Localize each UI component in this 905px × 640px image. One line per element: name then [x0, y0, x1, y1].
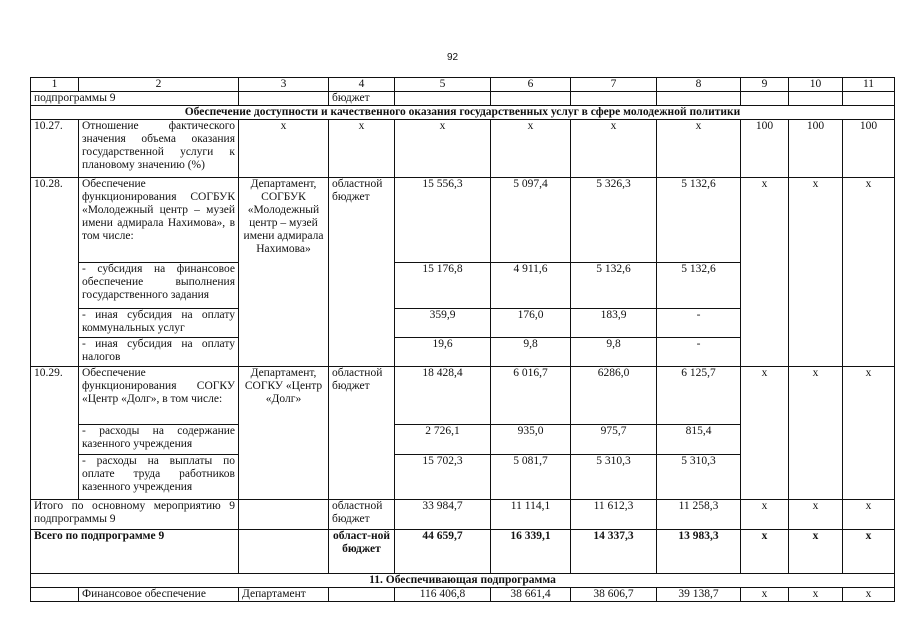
cell-source	[329, 588, 395, 602]
row-number: 10.27.	[31, 120, 79, 178]
cell-c8: -	[657, 338, 741, 367]
cell-c7: 14 337,3	[571, 530, 657, 574]
cell-executor: Департамент, СОГБУК «Молодежный центр – музей имени адмирала Нахимова»	[239, 178, 329, 367]
cell-c5: 2 726,1	[395, 425, 491, 455]
cell-c8: 5 132,6	[657, 263, 741, 309]
row-name: Финансовое обеспечение	[79, 588, 239, 602]
cell	[239, 530, 329, 574]
column-header: 4	[329, 78, 395, 92]
cell-c7: 5 310,3	[571, 455, 657, 500]
cell-executor: Департамент, СОГКУ «Центр «Долг»	[239, 367, 329, 500]
row-name: Итого по основному мероприятию 9 подпрограммы 9	[31, 500, 239, 530]
row-name: - иная субсидия на оплату налогов	[79, 338, 239, 367]
section-heading-row	[31, 106, 895, 120]
cell-c11: х	[843, 500, 895, 530]
cell-c6: 176,0	[491, 309, 571, 338]
cell-c5: 19,6	[395, 338, 491, 367]
column-header: 10	[789, 78, 843, 92]
cell	[657, 92, 741, 106]
cell-c5: 15 176,8	[395, 263, 491, 309]
cell-c8: 5 310,3	[657, 455, 741, 500]
cell	[789, 92, 843, 106]
cell-c8: 815,4	[657, 425, 741, 455]
cell-c6: 6 016,7	[491, 367, 571, 425]
table-row-10-29	[31, 367, 895, 425]
cell-c8: 6 125,7	[657, 367, 741, 425]
cell-c10: 100	[789, 120, 843, 178]
row-name: Обеспечение функционирования СОГКУ «Центр «Долг», в том числе:	[79, 367, 239, 425]
cell-c6: 5 081,7	[491, 455, 571, 500]
column-header: 9	[741, 78, 789, 92]
cell	[395, 92, 491, 106]
cell-c11: х	[843, 178, 895, 367]
section-title-support-subprogram: 11. Обеспечивающая подпрограмма	[31, 574, 895, 588]
total-main-activity-row	[31, 500, 895, 530]
column-header: 8	[657, 78, 741, 92]
cell-c10: х	[789, 500, 843, 530]
row-name: Обеспечение функционирования СОГБУК «Молодежный центр – музей имени адмирала Нахимова», в том числе:	[79, 178, 239, 263]
cell-c7: 5 326,3	[571, 178, 657, 263]
column-header: 7	[571, 78, 657, 92]
column-header: 1	[31, 78, 79, 92]
cell	[239, 92, 329, 106]
row-number: 10.28.	[31, 178, 79, 367]
cell-c5: 33 984,7	[395, 500, 491, 530]
cell-c5: 18 428,4	[395, 367, 491, 425]
section-title-youth-policy: Обеспечение доступности и качественного оказания государственных услуг в сфере молодежной политики	[31, 106, 895, 120]
cell-c5: 15 556,3	[395, 178, 491, 263]
cell-c6: 5 097,4	[491, 178, 571, 263]
cell-c11: 100	[843, 120, 895, 178]
cell-c6: 11 114,1	[491, 500, 571, 530]
cell-c8: -	[657, 309, 741, 338]
row-name: Отношение фактического значения объема оказания государственной услуги к плановому значению (%)	[79, 120, 239, 178]
cell	[491, 92, 571, 106]
cell-source: областной бюджет	[329, 367, 395, 500]
cell-c6: 16 339,1	[491, 530, 571, 574]
cell-label: подпрограммы 9	[31, 92, 239, 106]
cell-c10: х	[789, 588, 843, 602]
cell-c6: 9,8	[491, 338, 571, 367]
cell-c8: 39 138,7	[657, 588, 741, 602]
cell-c11: х	[843, 367, 895, 500]
cell-c5: 44 659,7	[395, 530, 491, 574]
column-header: 3	[239, 78, 329, 92]
row-name: Всего по подпрограмме 9	[31, 530, 239, 574]
cell-c9: 100	[741, 120, 789, 178]
cell-c6: 38 661,4	[491, 588, 571, 602]
cell-c8: 5 132,6	[657, 178, 741, 263]
row-name: - расходы на содержание казенного учреждения	[79, 425, 239, 455]
cell-c9: х	[741, 367, 789, 500]
cell-c9: х	[741, 530, 789, 574]
cell-c9: х	[741, 178, 789, 367]
cell-c9: х	[741, 500, 789, 530]
row-number: 10.29.	[31, 367, 79, 500]
table-row-financial-support	[31, 588, 895, 602]
continuation-row	[31, 92, 895, 106]
cell-c8: 13 983,3	[657, 530, 741, 574]
cell-c11: х	[843, 588, 895, 602]
cell-c8: 11 258,3	[657, 500, 741, 530]
cell-c3: х	[239, 120, 329, 178]
cell-c10: х	[789, 530, 843, 574]
cell-c11: х	[843, 530, 895, 574]
row-name: - иная субсидия на оплату коммунальных услуг	[79, 309, 239, 338]
row-name: - расходы на выплаты по оплате труда работников казенного учреждения	[79, 455, 239, 500]
page-number: 92	[446, 52, 459, 63]
column-number-row	[31, 78, 895, 92]
cell-c7: 975,7	[571, 425, 657, 455]
cell-c8: х	[657, 120, 741, 178]
cell-c7: 9,8	[571, 338, 657, 367]
cell	[843, 92, 895, 106]
row-number	[31, 588, 79, 602]
column-header: 2	[79, 78, 239, 92]
cell-source: бюджет	[329, 92, 395, 106]
cell-c5: 116 406,8	[395, 588, 491, 602]
cell-c4: х	[329, 120, 395, 178]
section-heading-row	[31, 574, 895, 588]
cell-executor: Департамент	[239, 588, 329, 602]
row-name: - субсидия на финансовое обеспечение выполнения государственного задания	[79, 263, 239, 309]
total-subprogram-row	[31, 530, 895, 574]
budget-table	[30, 77, 895, 602]
cell	[239, 500, 329, 530]
cell-source: областной бюджет	[329, 178, 395, 367]
cell-c7: 5 132,6	[571, 263, 657, 309]
cell-c6: 4 911,6	[491, 263, 571, 309]
cell-c7: 6286,0	[571, 367, 657, 425]
cell-c7: х	[571, 120, 657, 178]
cell	[741, 92, 789, 106]
column-header: 11	[843, 78, 895, 92]
cell-c5: 359,9	[395, 309, 491, 338]
table-row-10-28	[31, 178, 895, 263]
cell-c7: 38 606,7	[571, 588, 657, 602]
cell-c6: х	[491, 120, 571, 178]
cell-c5: х	[395, 120, 491, 178]
cell	[571, 92, 657, 106]
cell-source: област-ной бюджет	[329, 530, 395, 574]
cell-source: областной бюджет	[329, 500, 395, 530]
cell-c7: 11 612,3	[571, 500, 657, 530]
table-row-10-27	[31, 120, 895, 178]
cell-c10: х	[789, 178, 843, 367]
column-header: 6	[491, 78, 571, 92]
cell-c6: 935,0	[491, 425, 571, 455]
column-header: 5	[395, 78, 491, 92]
cell-c5: 15 702,3	[395, 455, 491, 500]
cell-c10: х	[789, 367, 843, 500]
cell-c9: х	[741, 588, 789, 602]
cell-c7: 183,9	[571, 309, 657, 338]
